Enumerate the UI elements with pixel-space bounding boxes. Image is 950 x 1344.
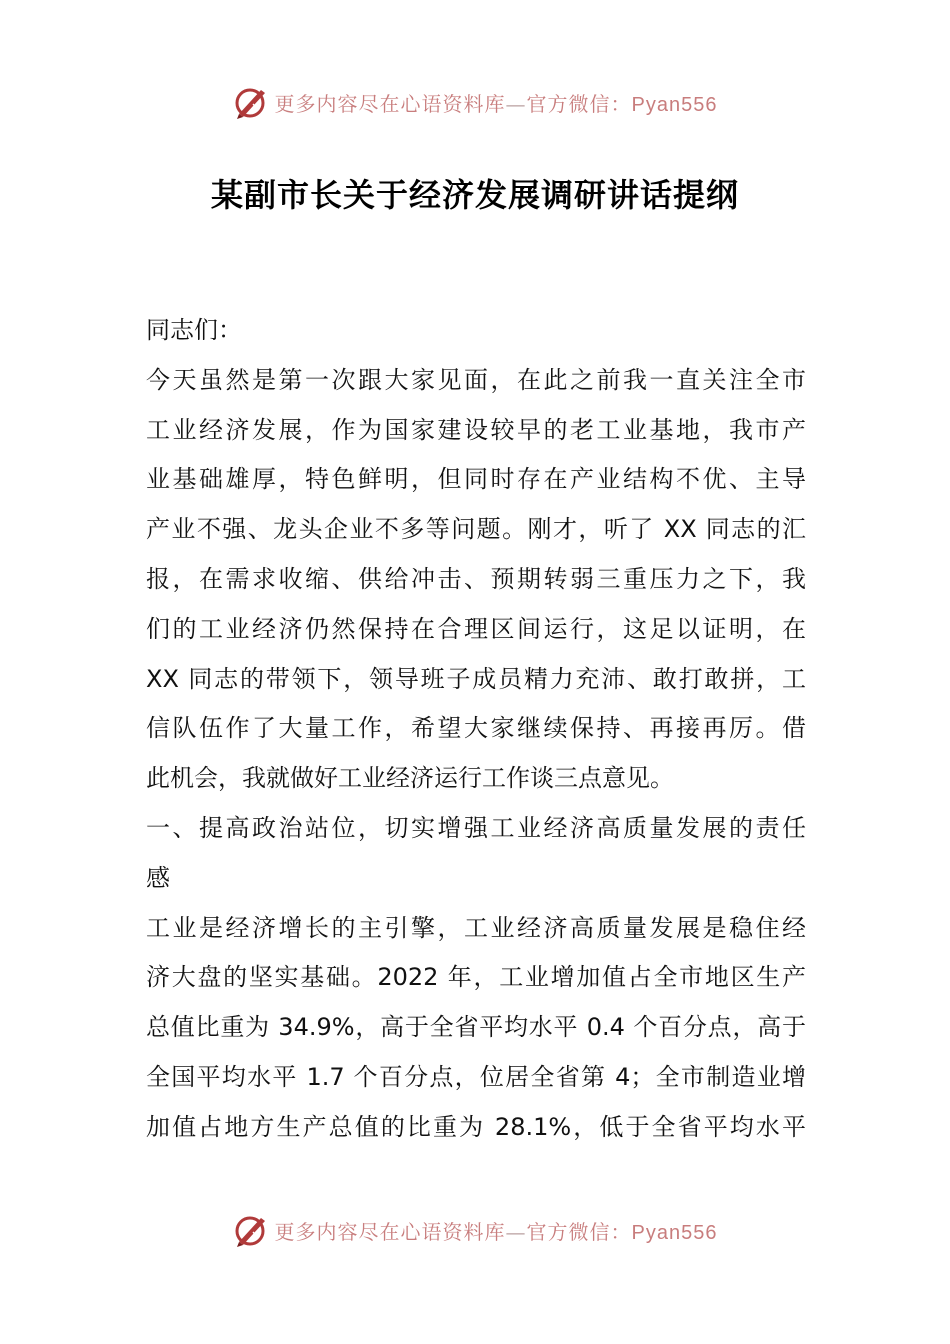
text-line: 们的工业经济仍然保持在合理区间运行，这足以证明，在 bbox=[146, 614, 806, 643]
text-line: 加值占地方生产总值的比重为 28.1%，低于全省平均水平 bbox=[146, 1112, 806, 1141]
watermark-account-id: Pyan556 bbox=[631, 1221, 718, 1244]
text-line: 工业是经济增长的主引擎，工业经济高质量发展是稳住经 bbox=[146, 913, 806, 942]
text-line: 产业不强、龙头企业不多等问题。刚才，听了 XX 同志的汇 bbox=[146, 515, 806, 544]
pen-logo-icon bbox=[233, 1212, 269, 1248]
footer-watermark bbox=[0, 1210, 950, 1250]
text-line: 工业经济发展，作为国家建设较早的老工业基地，我市产 bbox=[146, 415, 806, 444]
watermark-account-id: Pyan556 bbox=[631, 93, 718, 116]
text-line: 总值比重为 34.9%，高于全省平均水平 0.4 个百分点，高于 bbox=[146, 1013, 806, 1042]
watermark-account-label: 官方微信： bbox=[526, 1219, 632, 1244]
watermark-main: 更多内容尽在心语资料库 bbox=[274, 1219, 506, 1244]
text-line: 此机会，我就做好工业经济运行工作谈三点意见。 bbox=[146, 764, 674, 793]
header-watermark bbox=[0, 82, 950, 122]
watermark-text bbox=[275, 1216, 718, 1245]
pen-logo-icon bbox=[233, 84, 269, 120]
text-line: 全国平均水平 1.7 个百分点，位居全省第 4；全市制造业增 bbox=[146, 1062, 806, 1091]
text-line: 信队伍作了大量工作，希望大家继续保持、再接再厉。借 bbox=[146, 714, 806, 743]
watermark-text bbox=[275, 88, 718, 117]
watermark-account-label: 官方微信： bbox=[526, 91, 632, 116]
text-line: XX 同志的带领下，领导班子成员精力充沛、敢打敢拼，工 bbox=[146, 664, 806, 693]
watermark-group bbox=[233, 1212, 718, 1248]
section-heading-continued: 感 bbox=[146, 863, 170, 892]
section-heading: 一、提高政治站位，切实增强工业经济高质量发展的责任 bbox=[146, 813, 806, 842]
document-title: 某副市长关于经济发展调研讲话提纲 bbox=[210, 176, 739, 214]
document-body bbox=[146, 306, 806, 1153]
watermark-dash: — bbox=[505, 91, 527, 116]
text-line: 同志们： bbox=[146, 316, 242, 344]
text-line: 报，在需求收缩、供给冲击、预期转弱三重压力之下，我 bbox=[146, 564, 806, 593]
text-line: 济大盘的坚实基础。2022 年，工业增加值占全市地区生产 bbox=[146, 963, 806, 992]
watermark-group bbox=[233, 84, 718, 120]
text-line: 今天虽然是第一次跟大家见面，在此之前我一直关注全市 bbox=[146, 365, 806, 394]
watermark-dash: — bbox=[505, 1219, 527, 1244]
watermark-main: 更多内容尽在心语资料库 bbox=[274, 91, 506, 116]
text-line: 业基础雄厚，特色鲜明，但同时存在产业结构不优、主导 bbox=[146, 465, 806, 494]
